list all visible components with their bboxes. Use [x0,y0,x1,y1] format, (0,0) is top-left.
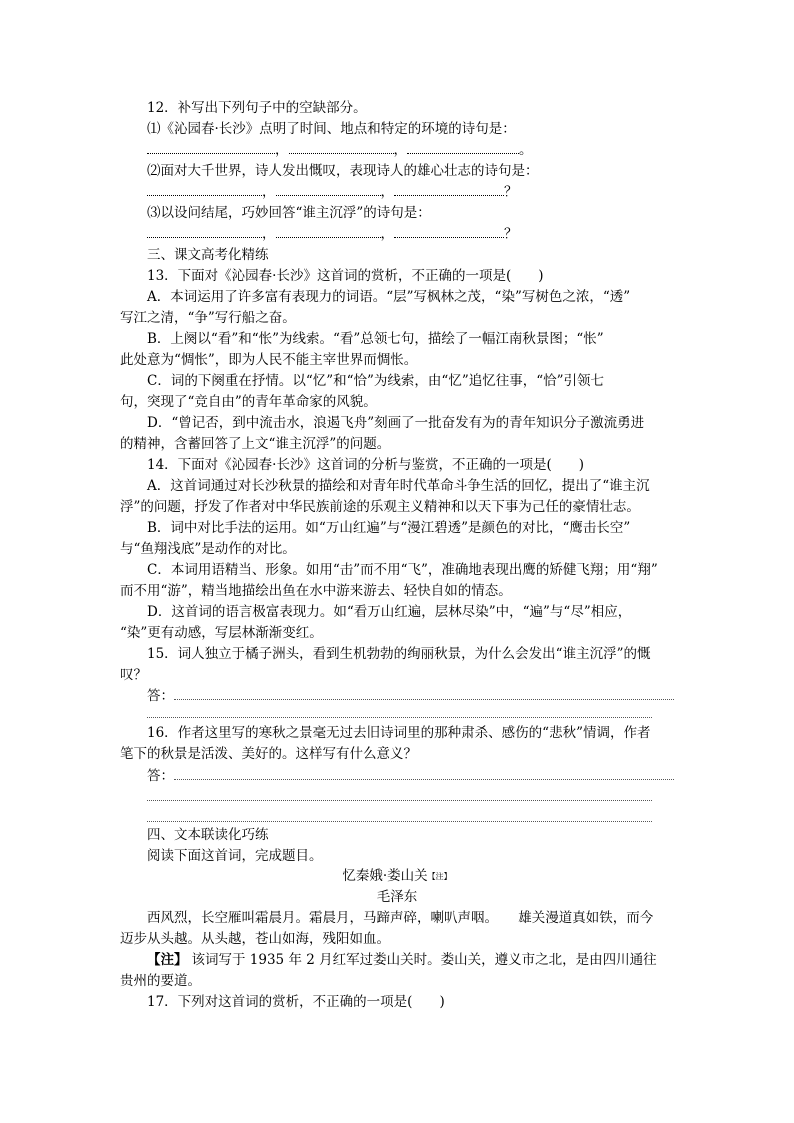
answer-line[interactable] [147,799,652,801]
fill-blank[interactable] [407,141,519,154]
q12-blanks-3: ， ， ？ [147,224,518,244]
poem-author: 毛泽东 [376,889,418,905]
answer-label: 答： [147,688,174,704]
answer-line[interactable] [147,820,652,822]
fill-blank[interactable] [147,225,262,238]
q13-option-d-line1: D．“曾记否，到中流击水，浪遏飞舟”刻画了一批奋发有为的青年知识分子激流勇进 [147,415,645,431]
q14-option-d-line2: “染”更有动感，写层林渐渐变红。 [120,625,323,641]
q17-stem: 17．下列对这首词的赏析，不正确的一项是( ) [147,994,445,1010]
q13-option-b-line2: 此处意为“惆怅”，即为人民不能主宰世界而惆怅。 [120,352,418,368]
q15-answer [147,686,674,706]
poem-note-line1 [147,950,657,970]
q14-stem: 14．下面对《沁园春·长沙》这首词的分析与鉴赏，不正确的一项是( ) [147,457,585,473]
q14-option-c-line2: 而不用“游”，精当地描绘出鱼在水中游来游去、轻快自如的情态。 [120,583,512,599]
fill-blank[interactable] [276,225,381,238]
q13-option-b-line1: B．上阕以“看”和“怅”为线索。“看”总领七句，描绘了一幅江南秋景图；“怅” [147,331,604,347]
q13-option-c-line2: 句，突现了“竞自由”的青年革命家的风貌。 [120,394,377,410]
q13-option-d-line2: 的精神，含蓄回答了上文“谁主沉浮”的问题。 [120,436,391,452]
q14-option-a-line1: A．这首词通过对长沙秋景的描绘和对青年时代革命斗争生活的回忆，提出了“谁主沉 [147,478,650,494]
q14-option-a-line2: 浮”的问题，抒发了作者对中华民族前途的乐观主义精神和以天下事为己任的豪情壮志。 [120,499,640,515]
answer-line[interactable] [174,698,674,700]
poem-note-line2: 贵州的要道。 [120,973,201,989]
poem-title: 忆秦娥·娄山关$^{【注】}$ [342,868,452,884]
answer-line[interactable] [174,778,674,780]
q13-stem: 13．下面对《沁园春·长沙》这首词的赏析，不正确的一项是( ) [147,268,544,284]
fill-blank[interactable] [394,183,504,196]
q14-option-b-line1: B．词中对比手法的运用。如“万山红遍”与“漫江碧透”是颜色的对比，“鹰击长空” [147,520,631,536]
q13-option-a-line1: A．本词运用了许多富有表现力的词语。“层”写枫林之茂，“染”写树色之浓，“透” [147,289,631,305]
answer-label: 答： [147,768,174,784]
poem-line-1: 西风烈，长空雁叫霜晨月。霜晨月，马蹄声碎，喇叭声咽。 雄关漫道真如铁，而今 [147,910,654,926]
section-3-heading: 三、课文高考化精练 [147,247,269,263]
q16-answer [147,766,674,786]
q16-stem-line2: 笔下的秋景是活泼、美好的。这样写有什么意义？ [120,746,417,762]
note-label: 【注】 [147,952,188,968]
q16-stem-line1: 16．作者这里写的寒秋之景毫无过去旧诗词里的那种肃杀、感伤的“悲秋”情调，作者 [147,725,651,741]
q13-option-c-line1: C．词的下阕重在抒情。以“忆”和“恰”为线索，由“忆”追忆往事，“恰”引领七 [147,373,605,389]
answer-line[interactable] [147,716,652,718]
fill-blank[interactable] [394,225,504,238]
fill-blank[interactable] [147,183,262,196]
fill-blank[interactable] [276,183,381,196]
q15-stem-line2: 叹？ [120,667,147,683]
q12-title: 12．补写出下列句子中的空缺部分。 [147,100,367,116]
fill-blank[interactable] [289,141,394,154]
q12-sentence-2: ⑵面对大千世界，诗人发出慨叹，表现诗人的雄心壮志的诗句是： [147,163,539,179]
q14-option-d-line1: D．这首词的语言极富表现力。如“看万山红遍，层林尽染”中，“遍”与“尽”相应， [147,604,632,620]
q14-option-b-line2: 与“鱼翔浅底”是动作的对比。 [120,541,296,557]
fill-blank[interactable] [147,141,275,154]
q12-sentence-3: ⑶以设问结尾，巧妙回答“谁主沉浮”的诗句是： [147,205,431,221]
q12-sentence-1: ⑴《沁园春·长沙》点明了时间、地点和特定的环境的诗句是： [147,121,516,137]
q12-blanks-2: ， ， ？ [147,182,518,202]
q14-option-c-line1: C．本词用语精当、形象。如用“击”而不用“飞”，准确地表现出鹰的矫健飞翔；用“翔” [147,562,658,578]
note-marker: 【注】 [427,872,452,881]
poem-line-2: 迈步从头越。从头越，苍山如海，残阳如血。 [120,931,390,947]
q12-blanks-1: ， ， 。 [147,140,533,160]
reading-instruction: 阅读下面这首词，完成题目。 [147,848,323,864]
q15-stem-line1: 15．词人独立于橘子洲头，看到生机勃勃的绚丽秋景，为什么会发出“谁主沉浮”的慨 [147,646,651,662]
section-4-heading: 四、文本联读化巧练 [147,827,269,843]
q13-option-a-line2: 写江之清，“争”写行船之奋。 [120,310,296,326]
note-text: 该词写于 1935 年 2 月红军过娄山关时。娄山关，遵义市之北，是由四川通往 [191,952,657,968]
